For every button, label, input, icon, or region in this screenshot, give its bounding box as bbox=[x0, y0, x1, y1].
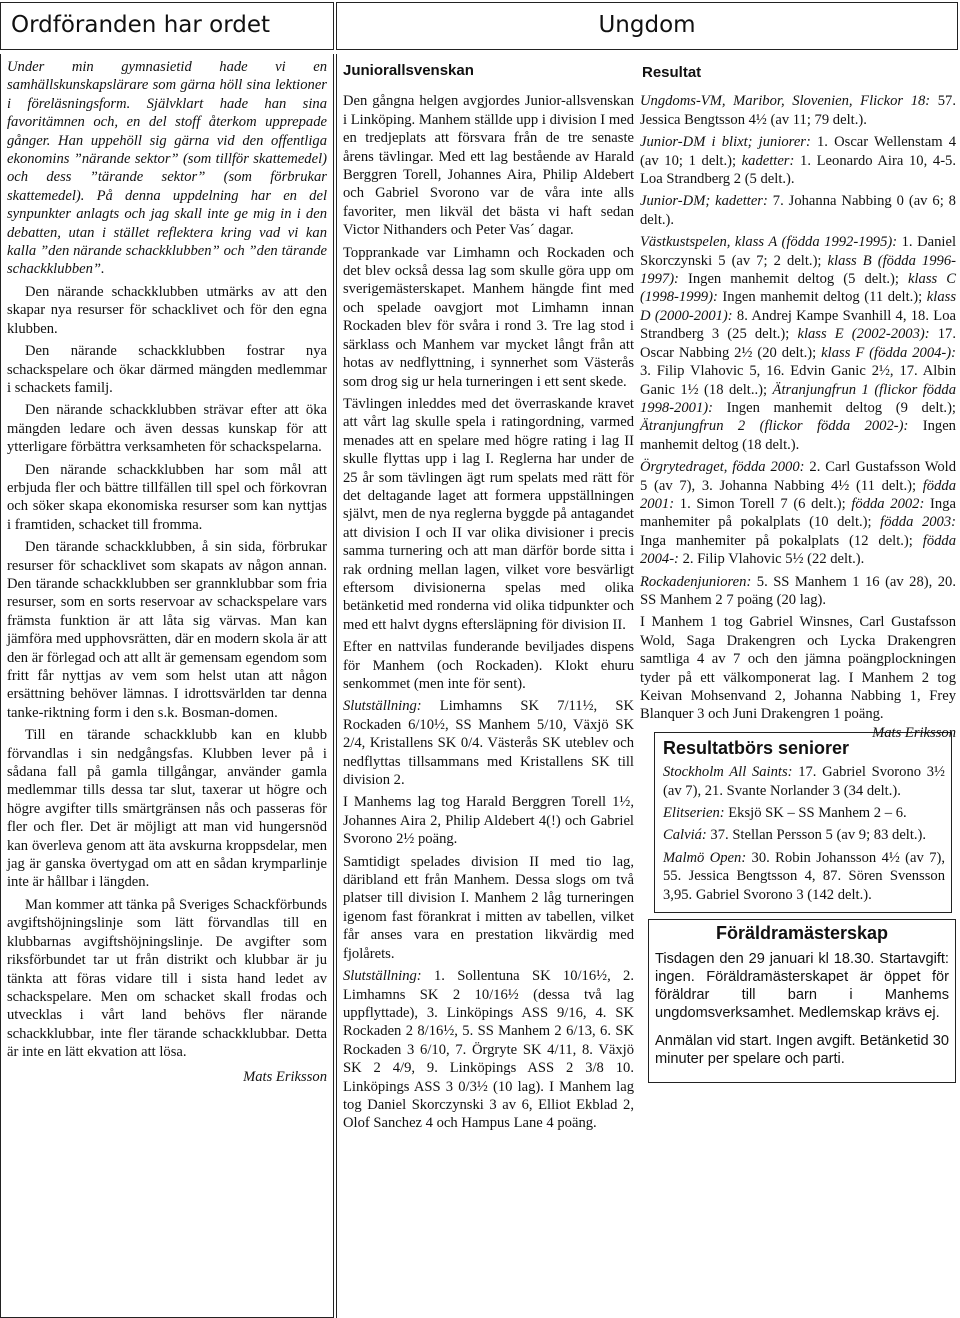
result-label: Elitserien: bbox=[663, 805, 725, 822]
article-paragraph: Topprankade var Limhamn och Rockaden och det blev också dessa lag som skulle göra upp om sverigemästerskapet. Manhem hängde fint med och spelade oavgjort mot Limhamn innan Rockaden blev för svåra i rond 3. Tre lag stod i särklass och Manhem var mycket långt från att hotas av nedflyttning, i synnerhet som Västerås som drog sig ur hela turneringen i ett sent skede. bbox=[343, 244, 634, 390]
chairman-paragraph: Man kommer att tänka på Sveriges Schackförbunds avgiftshöjningslinje som lätt förvandlas till en klubbarnas avgiftshöjningslinje. De avgifter som riksförbundet tar ut från distrikt och klubbar är ju tänkta att föras vidare till i sista hand ledet av schackspelare. Men om schacket skall frodas och utvecklas i vårt land behövs fler närande schackklubbar, inte fler tärande schackklubbar. Detta är inte en lätt ekvation att lösa. bbox=[7, 896, 327, 1061]
result-entry bbox=[640, 192, 956, 229]
result-entry bbox=[640, 233, 956, 454]
result-text: I Manhem 1 tog Gabriel Winsnes, Carl Gustafsson Wold, Saga Drakengren och Lycka Drakengren samtliga 4 av 7 och den jämna poängplockningen tyder på ett välkomponerat lag. I Manhem 2 tog Keivan Mohsenvand 2, Johanna Nabbing 1, Frey Blanquer 3 och Juni Drakengren 1 poäng. bbox=[640, 614, 956, 723]
youth-header: Ungdom bbox=[336, 2, 958, 50]
senior-result bbox=[663, 804, 945, 822]
chairman-header: Ordföranden har ordet bbox=[0, 2, 334, 50]
result-text: 1. Oscar Wellenstam 4 (av 10; 1 delt.); bbox=[640, 134, 956, 169]
result-label: födda 2001: bbox=[640, 477, 956, 512]
result-label: Ätranjungfrun 2 (flickor födda 2002-): bbox=[640, 418, 909, 435]
article-paragraph: Efter en nattvilas funderande beviljades dispens för Manhem (och Rockaden). Klokt ehuru senkommet (men inte för sent). bbox=[343, 639, 634, 692]
result-label: Stockholm All Saints: bbox=[663, 764, 793, 781]
result-label: kadetter: bbox=[736, 152, 795, 169]
result-label: klass B (födda 1996-1997): bbox=[640, 252, 956, 288]
result-label: Ungdoms-VM, Maribor, Slovenien, Flickor 18: bbox=[640, 93, 931, 110]
result-label: Ätranjungfrun 1 (flickor födda 1998-2001): bbox=[640, 381, 956, 416]
chairman-intro: Under min gymnasietid hade vi en samhällskunskapslärare som gärna höll sina lektioner i föreläsningsform. Självklart hade han sina favoritämnen och, en del stoff återkom upprepade gånger. Han uppehöll sig gärna vid den offentliga ekonomins ”närande sektor” (som tillför skattemedel) och dess ”tärande sektor” (som förbrukar skattemedel). På denna uppdelning har en del synpunkter anlagts och jag skall inte ge mig in i den debatten, utan i stället reflektera kring vad vi kan kalla ”den närande schackklubben” och ”den tärande schackklubben”. bbox=[7, 59, 327, 278]
junior-allsvenskan-heading: Juniorallsvenskan bbox=[343, 62, 474, 79]
result-label: Örgrytedraget, födda 2000: bbox=[640, 459, 805, 476]
result-text: 1. Leonardo Aira 10, 4-5. Loa Strandberg 2 (5 delt.). bbox=[640, 152, 956, 188]
result-label: klass D (2000-2001): bbox=[640, 289, 956, 324]
result-label: Junior-DM; kadetter: bbox=[640, 193, 768, 210]
parent-championship-info: Tisdagen den 29 januari kl 18.30. Startavgift: ingen. Föräldramästerskapet är öppet för föräldrar till barn i Manhems ungdomsverksamhet. Medlemskap krävs ej. bbox=[655, 951, 949, 1022]
chairman-paragraph: Den närande schackklubben fostrar nya schackspelare och ökar därmed mängden medlemmar i schackets familj. bbox=[7, 343, 327, 396]
result-text: Ingen manhemit deltog (9 delt.); bbox=[712, 399, 956, 416]
result-text: 17. Gabriel Svorono 3½ (av 7), 21. Svante Norlander 3 (34 delt.). bbox=[663, 764, 945, 799]
senior-results-heading: Resultatbörs seniorer bbox=[663, 737, 850, 758]
result-label: Calviá: bbox=[663, 827, 707, 844]
senior-result bbox=[663, 826, 945, 844]
result-text: 2. Carl Gustafsson Wold 5 (av 7), 3. Johanna Nabbing 4½ (11 delt.); bbox=[640, 459, 957, 494]
standings-label: Slutställning: bbox=[343, 968, 422, 985]
result-label: Junior-DM i blixt; juniorer: bbox=[640, 134, 811, 151]
parent-championship-registration: Anmälan vid start. Ingen avgift. Betänketid 30 minuter per spelare och parti. bbox=[655, 1033, 949, 1068]
result-text: Inga manhemiter på pokalplats (12 delt.); bbox=[640, 532, 913, 549]
standings-division-1 bbox=[343, 697, 634, 789]
standings-label: Slutställning: bbox=[343, 698, 422, 715]
chairman-paragraph: Till en tärande schackklubb kan en klubb förvandlas i sin nedgångsfas. Klubben lever på i sådana fall på gamla tillgångar, använder gamla medlemmar tills dessa tar slut, taxerar ut högre och högre avgifter tills smärtgränsen nås och passeras för fler och fler. Det är möjligt att man vid hungersnöd kan överleva genom att äta avskurna kroppsdelar, men jag är ganska övertygad om att en sådan krymparlinje inte är hållbar i längden. bbox=[7, 727, 327, 891]
standings-text: Limhamns SK 7/11½, SK Rockaden 6/10½, SS Manhem 5/10, Växjö SK 2/4, Kristallens SK 0/4. Västerås SK uteblev och nedflyttas tillsammans med Kristallens SK till division 2. bbox=[343, 698, 634, 789]
article-paragraph: Den gångna helgen avgjordes Junior-allsvenskan i Linköping. Manhem ställde upp i division I med en tredjeplats att försvara från de tre senaste årens tävlingar. Med ett lag bestående av Harald Berggren Torell, Johannes Aira, Philip Aldebert och Gabriel Svorono var de våra inte alls favoriter, men likväl det bästa vi haft sedan Victor Nithanders och Peter Vas´ dagar. bbox=[343, 93, 634, 239]
standings-text: 1. Sollentuna SK 10/16½, 2. Limhamns SK 2 10/16½ (dessa två lag uppflyttade), 3. Linköpings ASS 9/16, 4. SK Rockaden 2 8/16½, 5. SS Manhem 2 6/13, 6. SK Rockaden 3 6/10, 7. Örgryte SK 4/11, 8. Växjö SK 2 4/9, 9. Linköpings ASS 2 3/8 10. Linköpings ASS 3 0/3½ (10 lag). I Manhem lag tog Daniel Skorczynski 3 av 6, Elliot Ekblad 2, Olof Sanchez 4 och Hampus Lane 4 poäng. bbox=[343, 968, 634, 1132]
result-text: 5. SS Manhem 1 16 (av 28), 20. SS Manhem 2 7 poäng (20 lag). bbox=[640, 573, 956, 608]
result-text: Ingen manhemit deltog (18 delt.). bbox=[640, 418, 956, 453]
result-entry bbox=[640, 573, 956, 610]
senior-result bbox=[663, 849, 945, 904]
results-heading: Resultat bbox=[642, 64, 702, 81]
result-entry bbox=[640, 133, 956, 188]
article-paragraph: Samtidigt spelades division II med tio lag, däribland ett från Manhem. Dessa slogs om två platser till division I. Manhem 2 låg turneringen igenom fast förankrat i mitten av tabellen, vilket får anses vara en prestation likvärdig med fjolårets. bbox=[343, 853, 634, 962]
parent-championship-heading: Föräldramästerskap bbox=[715, 923, 889, 944]
result-text: 37. Stellan Persson 5 (av 9; 83 delt.). bbox=[706, 827, 927, 844]
article-paragraph: Tävlingen inleddes med det överraskande kravet att vårt lag skulle spela i ratingordning, varmed menades att en spelare med högre rating i lag II skulle flyttas upp i lag I. Reglerna har under de 25 år som tävlingen ägt rum spelats med rätt för det deltagande laget att formera uppställningen självt, men de nya reglerna byggde på antagandet att division I och II var olika divisioner i precis samma turnering och att man därför borde sitta i rak ordning mellan lagen, vilket vore besvärligt eftersom divisionerna spelas med olika betänketid med ronderna vid olika tidpunkter och med ett halvt dygns eftersläpning för division II. bbox=[343, 395, 634, 633]
result-label: födda 2002: bbox=[845, 495, 925, 512]
result-label: Rockadenjunioren: bbox=[640, 573, 752, 590]
result-text: 17. Oscar Nabbing 2½ (20 delt.); bbox=[640, 326, 956, 361]
result-text: 1. Simon Torell 7 (6 delt.); bbox=[674, 495, 846, 512]
result-text: 2. Filip Vlahovic 5½ (22 delt.). bbox=[678, 551, 865, 568]
chairman-paragraph: Den närande schackklubben strävar efter att öka mängden ledare och även dessas kunskap för att ytterligare förbättra verksamheten för schackspelarna. bbox=[7, 402, 327, 456]
results-column bbox=[638, 54, 960, 1318]
chairman-paragraph: Den närande schackklubben har som mål att erbjuda fler och bättre tillfällen till spel och förkovran och söker skapa ekonomiska resurser som kan nyttjas i framtiden, schacket till fromma. bbox=[7, 461, 327, 533]
senior-results-box bbox=[654, 732, 952, 913]
result-label: Västkustspelen, klass A (födda 1992-1995): bbox=[640, 234, 898, 251]
result-text: Ingen manhemit deltog (11 delt.); bbox=[717, 289, 923, 306]
result-paragraph bbox=[640, 613, 956, 741]
result-entry bbox=[640, 92, 956, 129]
result-text: Inga manhemiter på pokalplats (10 delt.); bbox=[640, 495, 956, 531]
result-text: 7. Johanna Nabbing 0 (av 6; 8 delt.). bbox=[640, 193, 956, 228]
result-label: födda 2004-: bbox=[640, 532, 957, 568]
chairman-column bbox=[0, 54, 334, 1318]
standings-division-2 bbox=[343, 967, 634, 1133]
result-text: 3. Filip Vlahovic 5, 16. Edvin Ganic 2½, 17. Albin Ganic 1½ (18 delt..); bbox=[640, 363, 956, 398]
parent-championship-box bbox=[648, 919, 956, 1083]
result-text: 1. Daniel Skorczynski 5 (av 7; 2 delt.); bbox=[640, 234, 956, 269]
result-label: klass C (1998-1999): bbox=[640, 271, 956, 306]
chairman-signature: Mats Eriksson bbox=[243, 1068, 327, 1085]
result-text: 8. Andrej Kampe Svanhill 4, 18. Loa Strandberg 3 (25 delt.); bbox=[640, 307, 956, 343]
result-text: Ingen manhemit deltog (5 delt.); bbox=[678, 271, 899, 288]
result-label: klass F (födda 2004-): bbox=[816, 344, 956, 361]
chairman-paragraph: Den närande schackklubben utmärks av att den skapar nya resurser för schacklivet och för den egna klubben. bbox=[7, 283, 327, 337]
article-paragraph: I Manhems lag tog Harald Berggren Torell 1½, Johannes Aira 2, Philip Aldebert 4(!) och Gabriel Svorono 2½ poäng. bbox=[343, 794, 634, 848]
result-entry bbox=[640, 458, 956, 568]
result-text: 30. Robin Johansson 4½ (av 7), 55. Jessica Bengtsson 4, 87. Sören Svensson 3,95. Gabriel Svorono 3 (142 delt.). bbox=[663, 849, 945, 903]
result-label: Malmö Open: bbox=[663, 849, 747, 866]
result-label: klass E (2002-2003): bbox=[789, 326, 930, 343]
result-label: födda 2003: bbox=[871, 514, 956, 531]
junior-allsvenskan-column bbox=[336, 54, 638, 1318]
chairman-paragraph: Den tärande schackklubben, å sin sida, förbrukar resurser för schacklivet som skapats av någon annan. Den tärande schackklubben ser grannklubbar som fria resurser, som en sorts reservoar av schackspelare vars främsta funktion är att låta sig värvas. Man kan jämföra med upphovsrätten, där en modern skola är att den är förlegad och att allt är gemensam egendom som fritt får nyttjas av vem som helst utan att någon ersättning behöver lämnas. I idrottsvärlden tar denna tanke-riktning form i den s.k. Bosman-domen. bbox=[7, 539, 327, 721]
result-text: Eksjö SK – SS Manhem 2 – 6. bbox=[724, 805, 907, 822]
youth-signature: Mats Eriksson bbox=[872, 724, 956, 741]
result-text: 57. Jessica Bengtsson 4½ (av 11; 79 delt.). bbox=[640, 93, 957, 128]
senior-result bbox=[663, 763, 945, 800]
